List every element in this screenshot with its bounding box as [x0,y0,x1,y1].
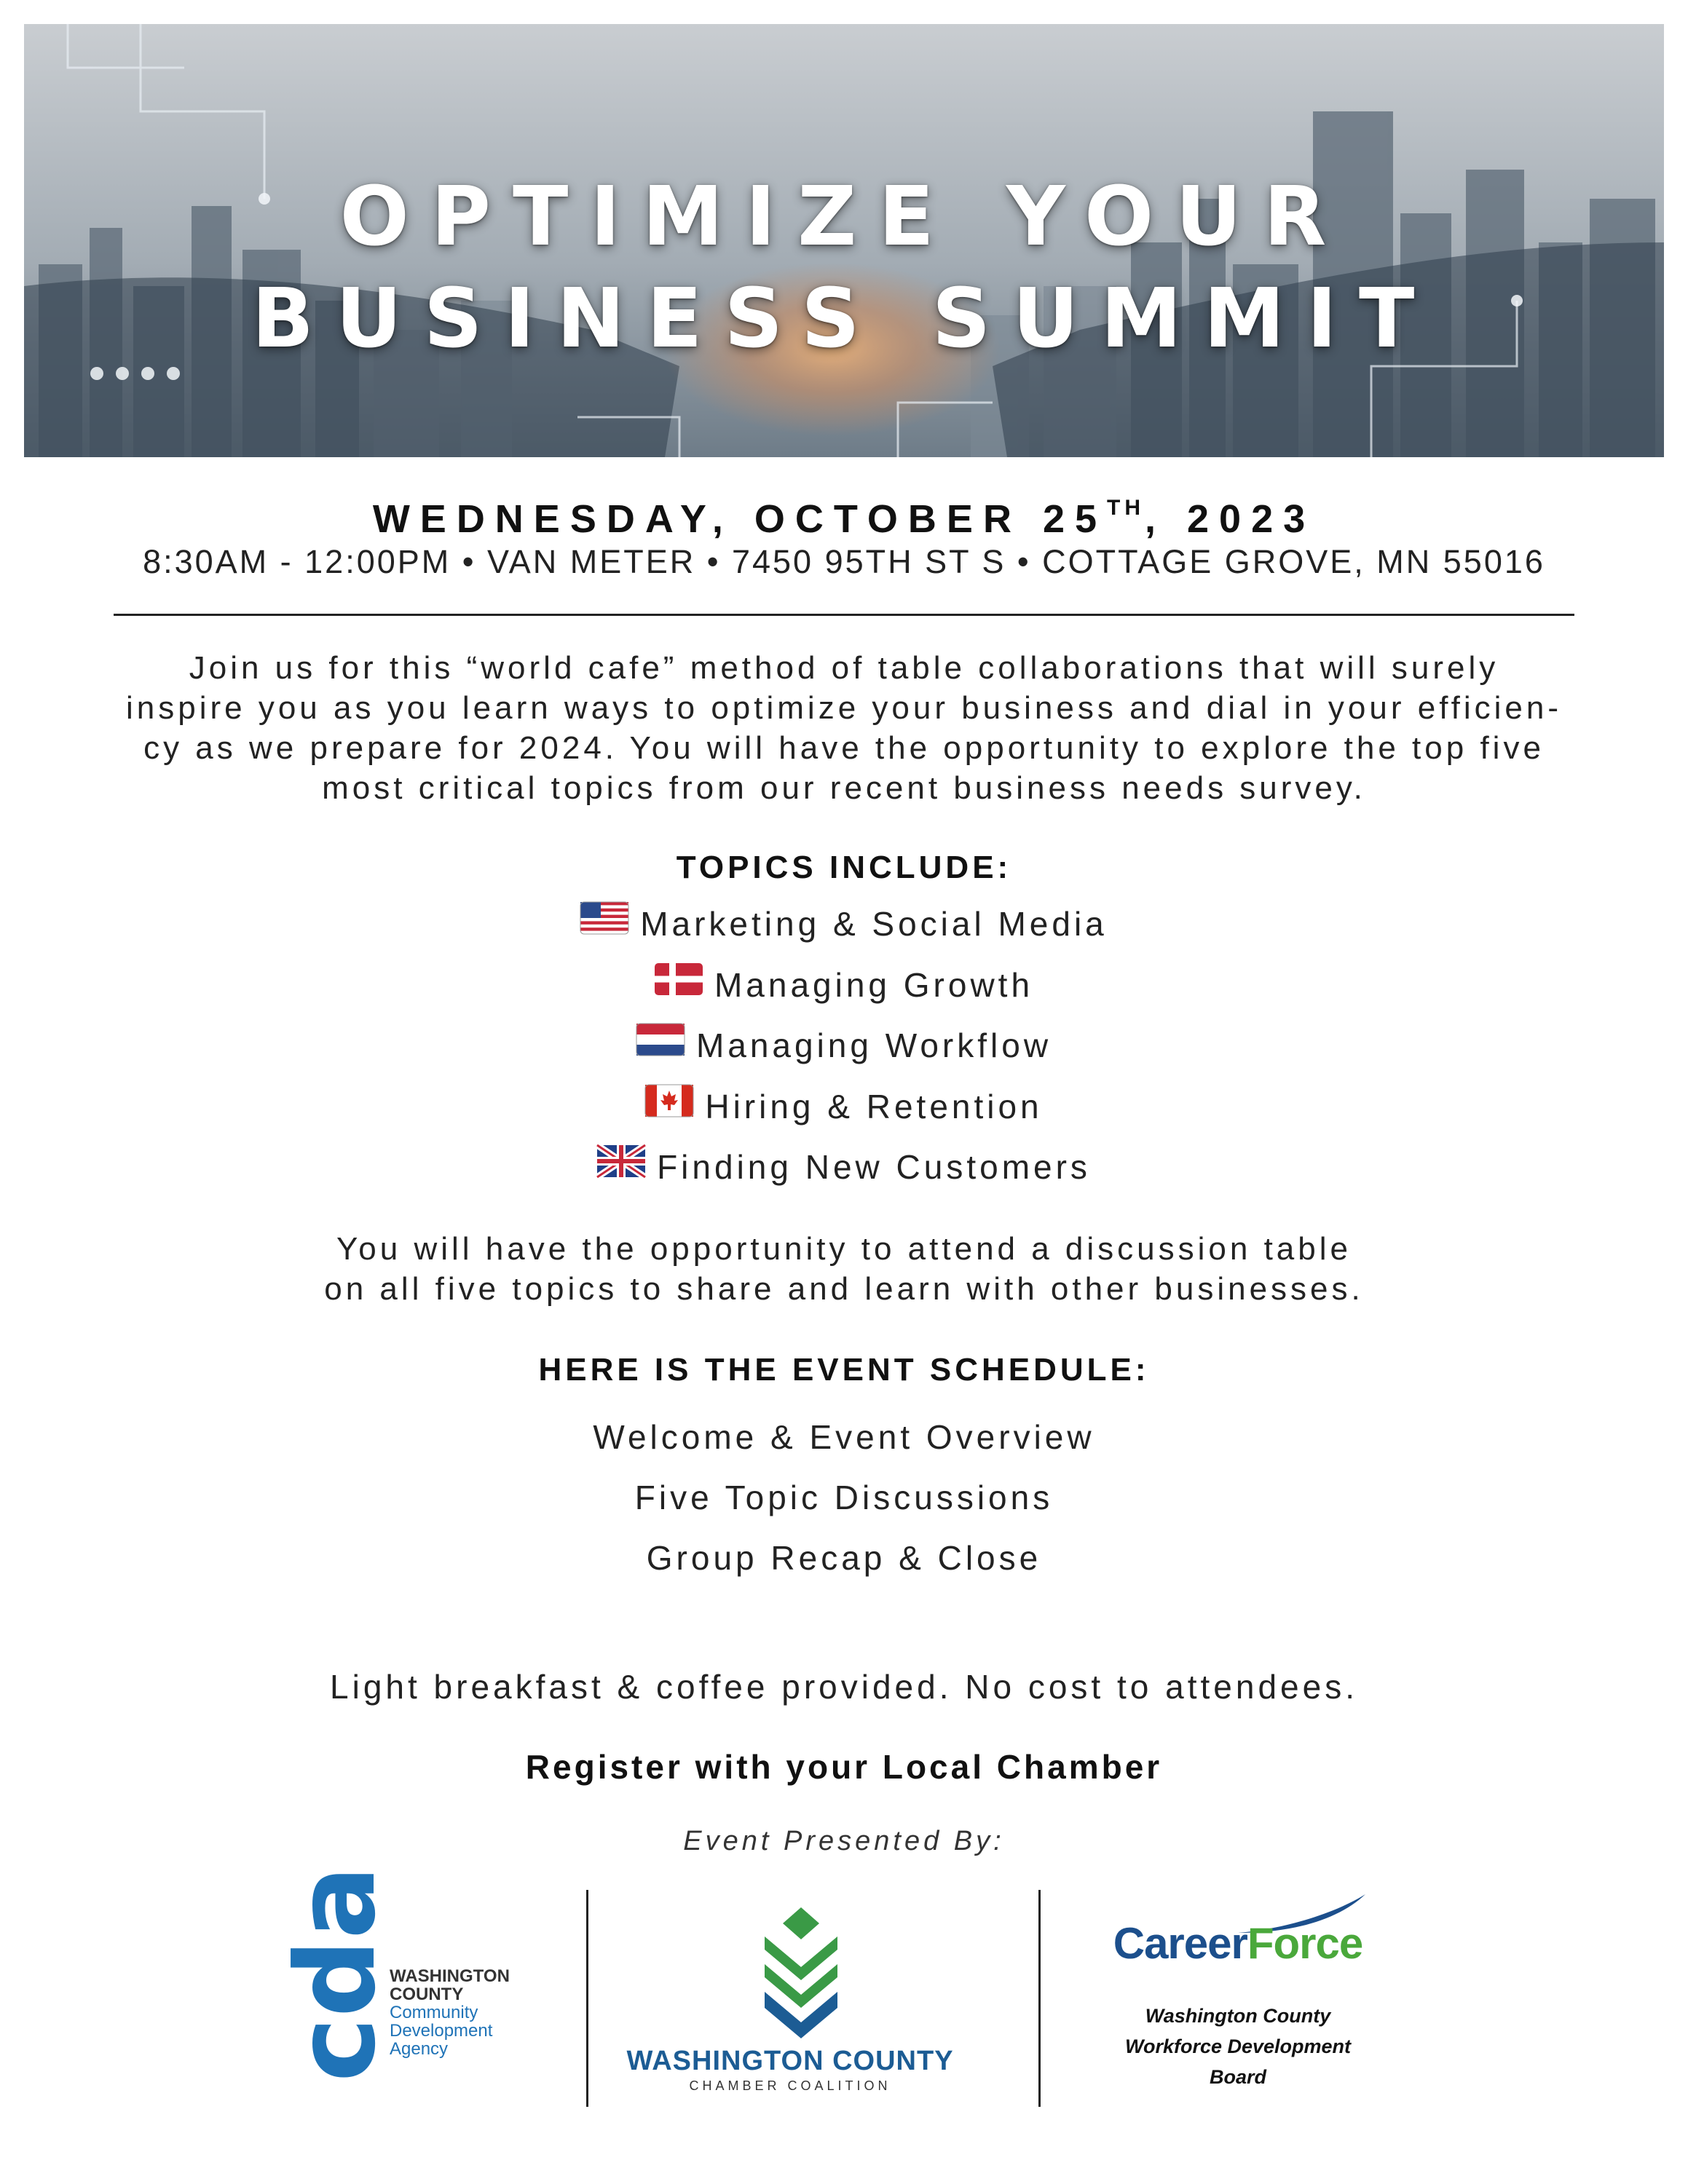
event-date-year: , 2023 [1145,497,1316,541]
topic-label: Managing Workflow [695,1026,1052,1064]
cda-sub-line: Agency [390,2039,449,2059]
chamber-name: WASHINGTON COUNTY [626,2046,954,2076]
careerforce-board-name [1092,2001,1384,2092]
topic-item [0,904,1688,946]
breakfast-note: Light breakfast & coffee provided. No cost to attendees. [330,1668,1358,1706]
presented-by-label: Event Presented By: [683,1826,1005,1856]
event-date-ordinal: TH [1107,496,1145,520]
event-details: 8:30AM - 12:00PM • VAN METER • 7450 95TH ST S • COTTAGE GROVE, MN 55016 [143,543,1545,580]
topic-item [0,1087,1688,1129]
event-date [0,496,1688,542]
chamber-chevron-icon [754,1907,848,2046]
topics-heading: TOPICS INCLUDE: [676,850,1012,885]
schedule-item: Welcome & Event Overview [593,1418,1095,1456]
topic-label: Managing Growth [714,966,1034,1004]
topic-item [0,965,1688,1008]
logo-divider [1038,1890,1041,2107]
topic-label: Hiring & Retention [705,1088,1043,1125]
cda-org-text [390,1967,510,2058]
schedule-item: Five Topic Discussions [634,1479,1054,1516]
opportunity-line: You will have the opportunity to attend a discussion table [336,1231,1352,1267]
topic-label: Marketing & Social Media [640,905,1108,943]
schedule-item: Group Recap & Close [646,1539,1042,1577]
intro-line: Join us for this “world cafe” method of table collaborations that will surely [189,650,1499,686]
board-line: Board [1209,2066,1266,2088]
denmark-flag-icon [655,963,703,1003]
cda-sub-line: Community [390,2003,478,2022]
intro-paragraph [0,648,1688,808]
careerforce-force: Force [1247,1919,1363,1968]
intro-line: cy as we prepare for 2024. You will have the opportunity to explore the top five [143,730,1545,766]
event-date-main: WEDNESDAY, OCTOBER 25 [372,497,1108,541]
careerforce-career: Career [1113,1919,1247,1968]
netherlands-flag-icon [636,1024,685,1064]
cda-wordmark: cda [273,1865,400,2082]
logo-divider [586,1890,588,2107]
chamber-subtitle: CHAMBER COALITION [689,2078,891,2093]
banner-title-line1: OPTIMIZE YOUR [339,170,1349,264]
hero-banner [24,24,1664,457]
cda-sub-line: Development [390,2021,493,2041]
topic-item [0,1147,1688,1190]
opportunity-line: on all five topics to share and learn with other businesses. [324,1271,1364,1307]
careerforce-wordmark [1092,1918,1384,1969]
intro-line: most critical topics from our recent business needs survey. [322,770,1366,806]
register-callout: Register with your Local Chamber [525,1748,1163,1786]
divider [114,614,1574,616]
cda-logo-mark [273,1865,400,2082]
banner-title-line2: BUSINESS SUMMIT [251,272,1437,366]
intro-line: inspire you as you learn ways to optimize your business and dial in your efficien- [126,690,1562,726]
canada-flag-icon [645,1085,693,1125]
topic-item [0,1026,1688,1068]
opportunity-paragraph [0,1229,1688,1309]
us-flag-icon [580,902,628,942]
board-line: Workforce Development [1124,2035,1352,2057]
schedule-heading: HERE IS THE EVENT SCHEDULE: [538,1352,1150,1388]
topic-label: Finding New Customers [657,1148,1091,1186]
cda-org-line: WASHINGTON [390,1966,510,1986]
uk-flag-icon [597,1145,645,1185]
cda-org-line: COUNTY [390,1985,464,2004]
board-line: Washington County [1145,2005,1331,2027]
